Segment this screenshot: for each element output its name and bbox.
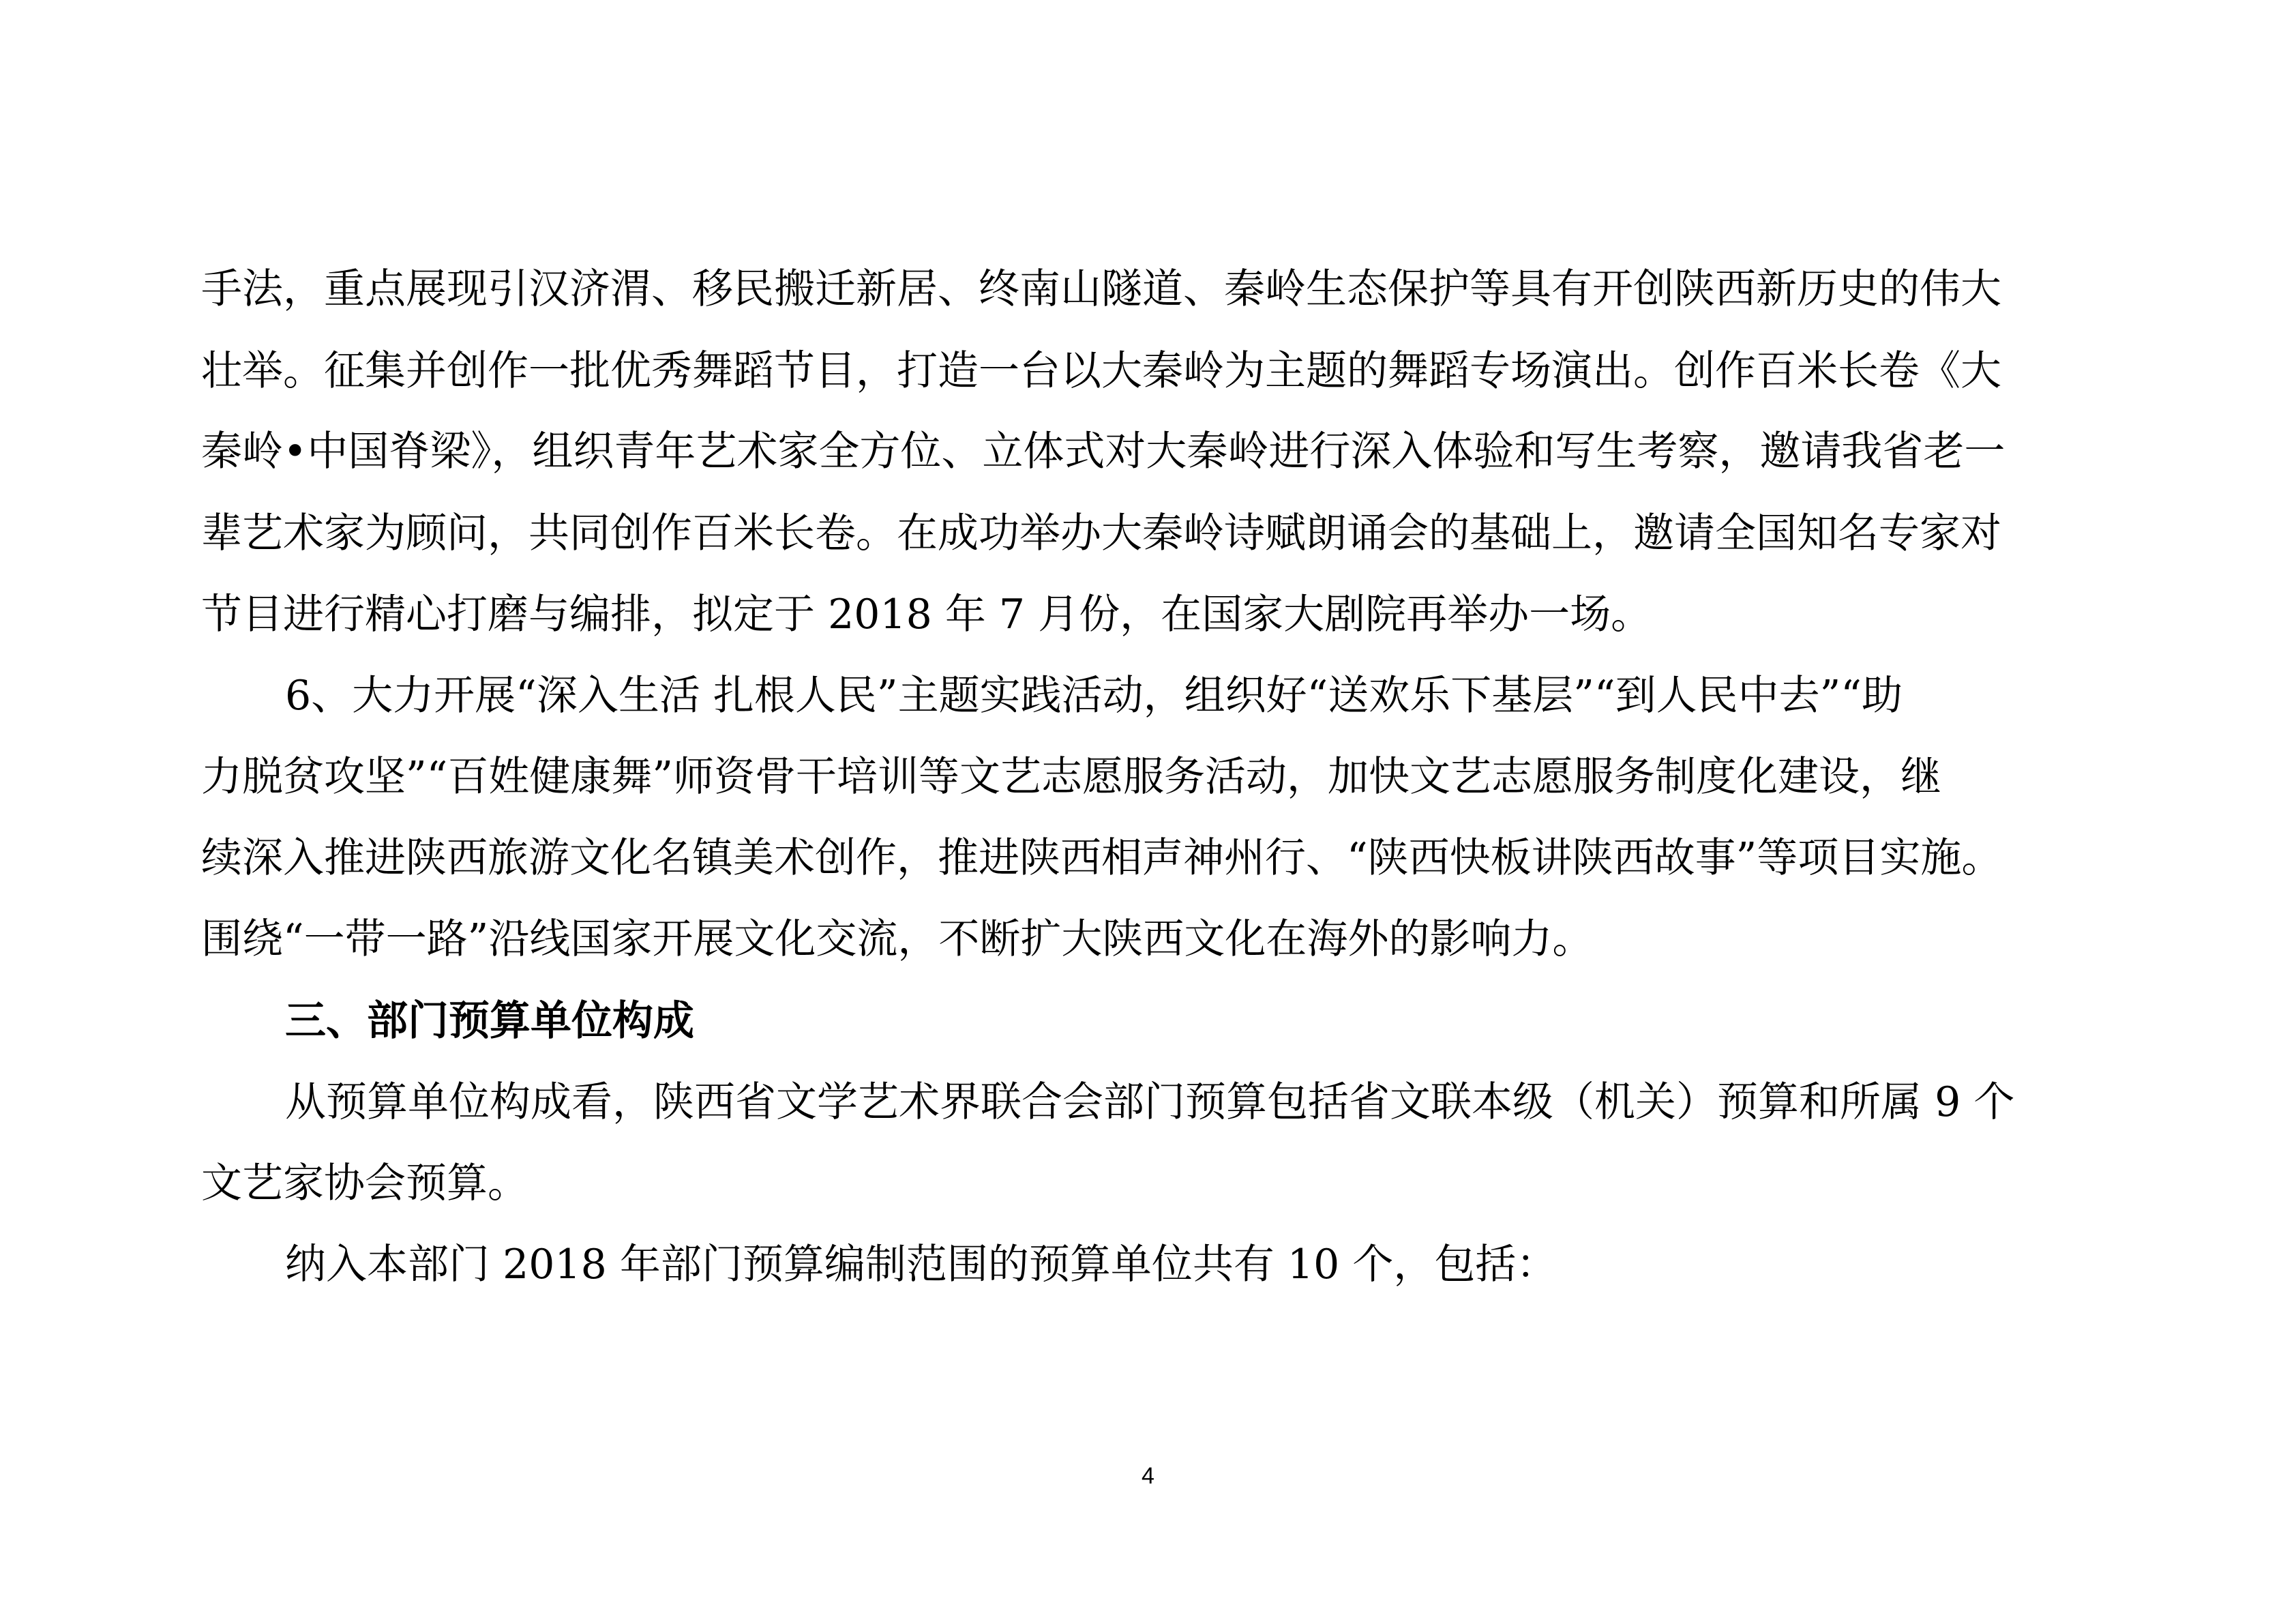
paragraph-1-line-5: 节目进行精心打磨与编排，拟定于 2018 年 7 月份，在国家大剧院再举办一场。 [201, 591, 1652, 638]
paragraph-3-line-1: 从预算单位构成看，陕西省文学艺术界联合会部门预算包括省文联本级（机关）预算和所属 9 个 [285, 1078, 2015, 1126]
paragraph-2-line-3: 续深入推进陕西旅游文化名镇美术创作，推进陕西相声神州行、“陕西快板讲陕西故事”等项目实施。 [201, 834, 2003, 882]
paragraph-1-line-1: 手法，重点展现引汉济渭、移民搬迁新居、终南山隧道、秦岭生态保护等具有开创陕西新历史的伟大 [201, 265, 2001, 313]
paragraph-3-line-2: 文艺家协会预算。 [201, 1160, 528, 1207]
paragraph-2-line-1: 6、大力开展“深入生活 扎根人民”主题实践活动，组织好“送欢乐下基层”“到人民中去”“助 [285, 672, 1903, 720]
page-number: 4 [1142, 1463, 1154, 1489]
paragraph-1-line-2: 壮举。征集并创作一批优秀舞蹈节目，打造一台以大秦岭为主题的舞蹈专场演出。创作百米长卷《大 [201, 347, 2001, 395]
paragraph-2-line-2: 力脱贫攻坚”“百姓健康舞”师资骨干培训等文艺志愿服务活动，加快文艺志愿服务制度化建设，继 [201, 753, 1942, 801]
section-heading: 三、部门预算单位构成 [285, 997, 694, 1045]
paragraph-1-line-3: 秦岭•中国脊梁》，组织青年艺术家全方位、立体式对大秦岭进行深入体验和写生考察，邀请我省老一 [201, 428, 2006, 475]
paragraph-1-line-4: 辈艺术家为顾问，共同创作百米长卷。在成功举办大秦岭诗赋朗诵会的基础上，邀请全国知名专家对 [201, 510, 2001, 557]
paragraph-4-line-1: 纳入本部门 2018 年部门预算编制范围的预算单位共有 10 个，包括： [285, 1241, 1557, 1288]
paragraph-2-line-4: 围绕“一带一路”沿线国家开展文化交流，不断扩大陕西文化在海外的影响力。 [201, 915, 1594, 963]
